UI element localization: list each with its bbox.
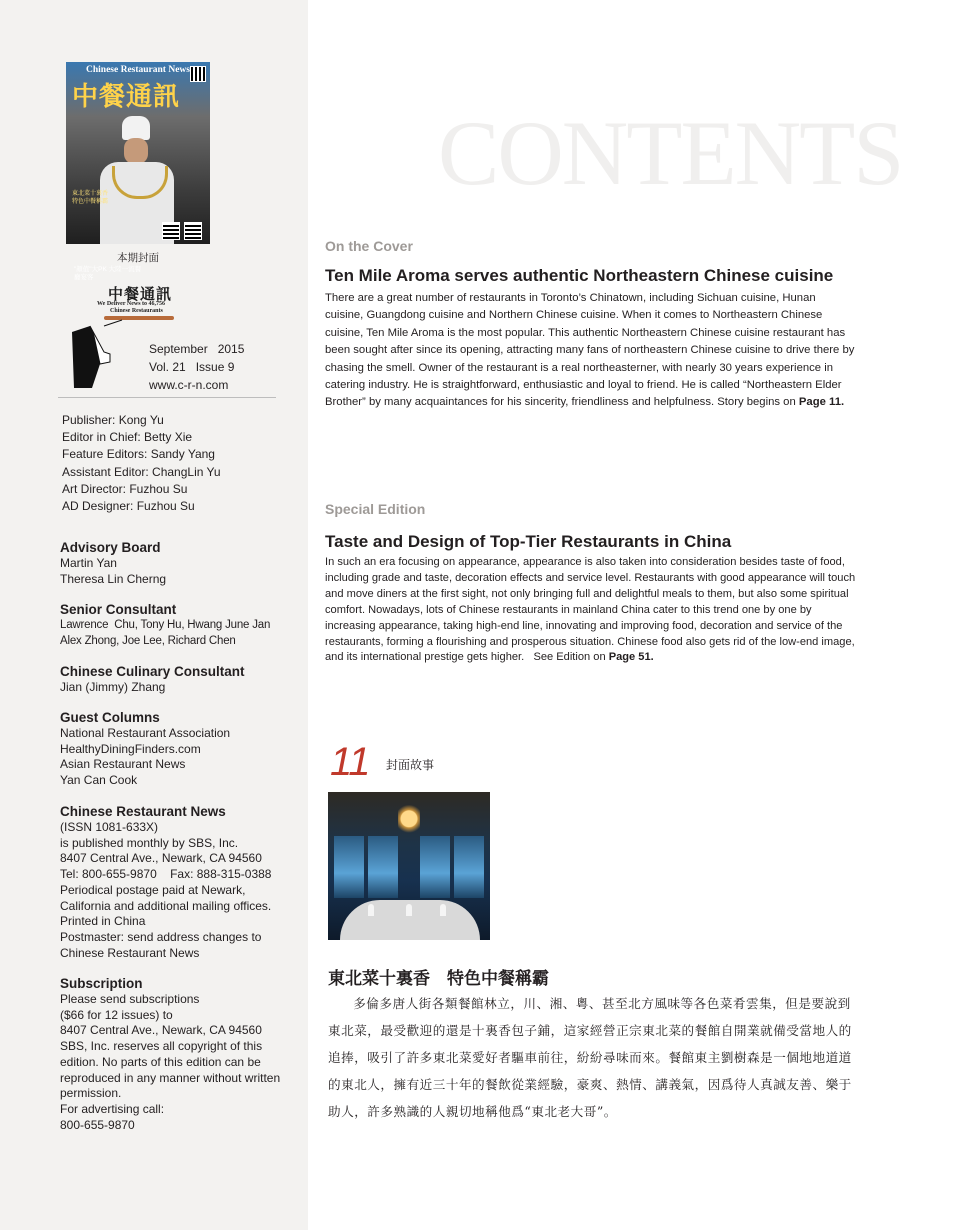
chandelier-shape — [398, 796, 420, 834]
special-section-kicker: Special Edition — [325, 501, 426, 517]
section-heading: Guest Columns — [60, 710, 160, 725]
section-line: is published monthly by SBS, Inc. — [60, 835, 239, 850]
section-line: Lawrence Chu, Tony Hu, Hwang June Jan — [60, 619, 271, 631]
advisory-board-section — [60, 540, 296, 587]
staff-ad-designer: AD Designer: Fuzhou Su — [62, 499, 195, 514]
story-page-number[interactable]: 11 — [330, 740, 370, 784]
section-line: Chinese Restaurant News — [60, 945, 200, 960]
story-body-cn: 多倫多唐人街各類餐館林立，川、湘、粵、甚至北方風味等各色菜肴雲集，但是要說到東北菜，最受歡迎的還是十裏香包子鋪，這家經營正宗東北菜的餐館自開業就備受當地人的追捧，吸引了許多東北菜愛好者驅車前往，紛紛尋味而來。餐館東主劉樹森是一個地地道道的東北人，擁有近三十年的餐飲從業經驗，豪爽、熱情、講義氣，因爲待人真誠友善、樂于助人，許多熟識的人親切地稱他爲“東北老大哥”。 — [328, 996, 852, 1119]
culinary-consultant-section — [60, 664, 296, 696]
body-text: There are a great number of restaurants in Toronto’s Chinatown, including Sichuan cuisine, Hunan cuisine, Guangdong cuisine and Northern Chinese cuisine. When it comes to Northeastern Chinese cuisine, Ten Mile Aroma is the most popular. This authentic Northeastern Chinese cuisine restaurant has been sought after since its opening, attracting many fans of northeastern Chinese cuisine to drive there by chasing the smell. Owner of the restaurant is a real northeasterner, with nearly 30 years experience in catering industry. He is straightforward, enthusiastic and loyal to friend. He is called “Northeastern Elder Brother” by many acquaintances for his sincerity, friendliness and helpfulness. Story begins on — [325, 292, 855, 409]
masthead-logo-title: 中餐通訊 — [108, 285, 173, 303]
section-line: Martin Yan — [60, 556, 117, 570]
section-line: Printed in China — [60, 914, 146, 929]
cover-title-en: Chinese Restaurant News — [86, 65, 190, 75]
section-line: Asian Restaurant News — [60, 757, 186, 772]
cover-section-headline[interactable]: Ten Mile Aroma serves authentic Northeastern Chinese cuisine — [325, 266, 834, 285]
staff-art-director: Art Director: Fuzhou Su — [62, 481, 188, 496]
window-shape — [334, 836, 364, 898]
section-line: Periodical postage paid at Newark, — [60, 882, 246, 897]
issue-volume: Vol. 21 Issue 9 — [149, 360, 235, 374]
special-section-headline[interactable]: Taste and Design of Top-Tier Restaurants in China — [325, 532, 732, 551]
contents-main — [308, 0, 956, 1230]
staff-assistant-editor: Assistant Editor: ChangLin Yu — [62, 464, 221, 479]
cover-headline-cn: 東北菜十裏香 特色中餐稱霸 — [72, 191, 109, 205]
section-line: (ISSN 1081-633X) — [60, 820, 159, 834]
section-line: 800-655-9870 — [60, 1117, 135, 1132]
page-reference-link[interactable]: Page 11. — [798, 396, 845, 409]
section-line: SBS, Inc. reserves all copyright of this — [60, 1039, 263, 1054]
issue-date: September 2015 — [149, 342, 245, 356]
section-heading: Chinese Restaurant News — [60, 804, 226, 819]
special-section-body — [325, 555, 857, 666]
qr-code-icon — [190, 66, 206, 82]
section-heading: Advisory Board — [60, 540, 161, 555]
section-line: Yan Can Cook — [60, 773, 138, 788]
section-line: permission. — [60, 1086, 122, 1101]
senior-consultant-section — [60, 602, 296, 649]
glass-shape — [368, 904, 374, 916]
staff-publisher: Publisher: Kong Yu — [62, 413, 164, 427]
cover-caption-cn: "顏值"大PK 大陸一流餐廳宴客 — [74, 266, 142, 281]
chef-face-shape — [124, 138, 148, 164]
cover-title-cn: 中餐通訊 — [72, 82, 181, 112]
section-line: Please send subscriptions — [60, 992, 200, 1006]
section-line: edition. No parts of this edition can be — [60, 1054, 261, 1069]
page-reference-link[interactable]: Page 51. — [608, 651, 654, 664]
publisher-info-section — [60, 804, 296, 961]
chef-hat-shape — [122, 116, 150, 140]
website-link[interactable]: www.c-r-n.com — [149, 378, 229, 392]
masthead-tagline-2: Chinese Restaurants — [110, 308, 163, 314]
section-heading: Subscription — [60, 976, 143, 991]
qr-code-icon — [184, 222, 202, 240]
guest-columns-section — [60, 710, 296, 789]
cover-story-label: 封面故事 — [386, 758, 435, 772]
section-line: Tel: 800-655-9870 Fax: 888-315-0388 — [60, 867, 272, 882]
masthead-tagline-1: We Deliver News to 46,756 — [97, 301, 166, 307]
glass-shape — [440, 904, 446, 916]
divider — [58, 397, 276, 398]
section-line: ($66 for 12 issues) to — [60, 1007, 173, 1022]
section-line: Postmaster: send address changes to — [60, 929, 262, 944]
section-line: 8407 Central Ave., Newark, CA 94560 — [60, 1023, 262, 1038]
section-line: California and additional mailing offices. — [60, 898, 272, 913]
issue-info — [149, 340, 244, 394]
section-line: HealthyDiningFinders.com — [60, 741, 201, 756]
section-line: Theresa Lin Cherng — [60, 571, 167, 586]
section-line: National Restaurant Association — [60, 726, 231, 740]
staff-list — [62, 412, 221, 515]
body-text: In such an era focusing on appearance, appearance is also taken into consideration besides taste of food, including grade and taste, decoration effects and service level. Restaurants with good appearance will touch and move diners at the first sight, not only bringing full and delightful meals to them, but also some spiritual comfort. Nowadays, lots of Chinese restaurants in mainland China cater to this trend one by one by increasing appearance, taking high-end line, innovating and improving food, decoration and service of the restaurants, forming a flourishing and prosperous situation. Chinese food also gets rid of the low-end image, and its international prestige gets higher. See Edition on — [325, 556, 859, 664]
window-shape — [420, 836, 450, 898]
section-heading: Chinese Culinary Consultant — [60, 664, 245, 679]
staff-editor-in-chief: Editor in Chief: Betty Xie — [62, 430, 193, 445]
glass-shape — [406, 904, 412, 916]
window-shape — [368, 836, 398, 898]
section-line: Alex Zhong, Joe Lee, Richard Chen — [60, 634, 236, 647]
serving-tray-icon — [104, 316, 174, 320]
section-line: 8407 Central Ave., Newark, CA 94560 — [60, 851, 262, 866]
section-heading: Senior Consultant — [60, 602, 177, 617]
section-line: For advertising call: — [60, 1101, 165, 1116]
cover-label: 本期封面 — [117, 252, 159, 264]
cover-section-body — [325, 290, 857, 412]
staff-feature-editors: Feature Editors: Sandy Yang — [62, 447, 215, 462]
sidebar — [0, 0, 308, 1230]
waiter-hand-icon — [70, 322, 126, 392]
subscription-section — [60, 976, 296, 1133]
section-line: reproduced in any manner without written — [60, 1070, 281, 1085]
contents-watermark: CONTENTS — [438, 102, 903, 204]
restaurant-photo[interactable] — [328, 792, 490, 940]
qr-code-icon — [162, 222, 180, 240]
section-line: Jian (Jimmy) Zhang — [60, 680, 166, 694]
cover-section-kicker: On the Cover — [325, 238, 413, 254]
story-title-cn[interactable]: 東北菜十裏香 特色中餐稱霸 — [328, 969, 549, 989]
window-shape — [454, 836, 484, 898]
